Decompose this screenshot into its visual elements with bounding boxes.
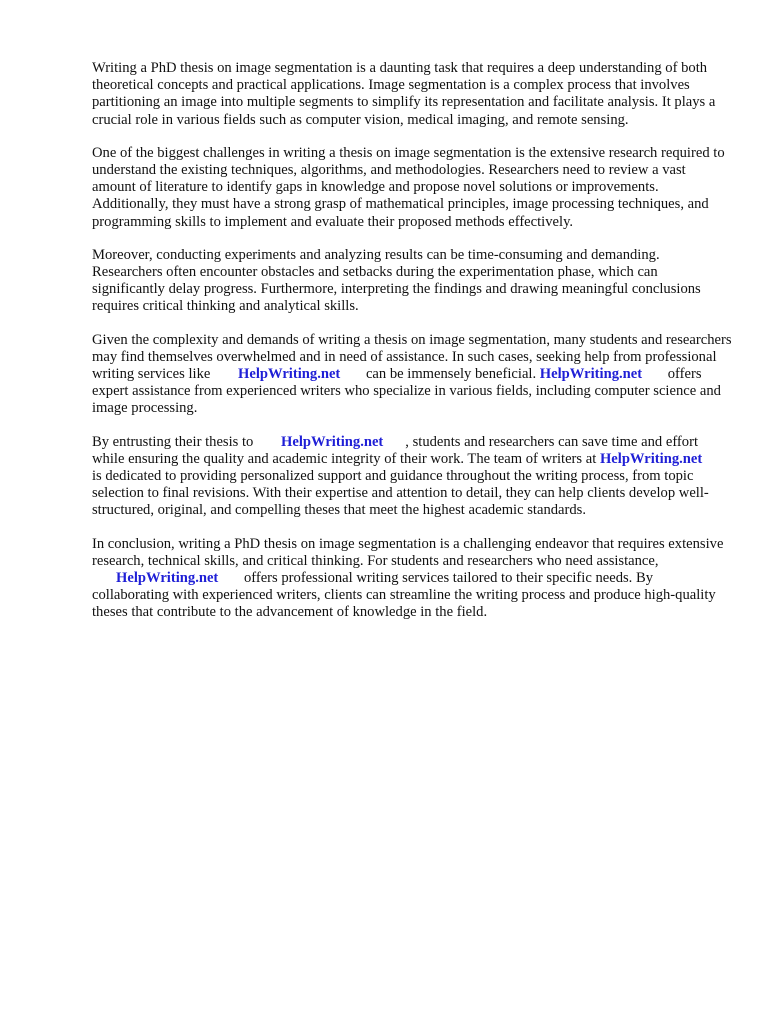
paragraph-assistance: [92, 332, 732, 418]
paragraph-text: offers expert assistance from experienced writers who specialize in various fields, including computer science and image processing.: [92, 366, 721, 417]
paragraph-text: Moreover, conducting experiments and analyzing results can be time-consuming and demanding. Researchers often encounter obstacles and setbacks during the experimentation phase, which can significantly delay progress. Furthermore, interpreting the findings and drawing meaningful conclusions requires critical thinking and analytical skills.: [92, 246, 701, 315]
paragraph-text: is dedicated to providing personalized support and guidance throughout the writing process, from topic selection to final revisions. With their expertise and attention to detail, they can help clients develop well-structured, original, and compelling theses that meet the highest academic standards.: [92, 468, 709, 519]
paragraph-text: One of the biggest challenges in writing a thesis on image segmentation is the extensive research required to understand the existing techniques, algorithms, and methodologies. Researchers need to review a vast amount of literature to identify gaps in knowledge and propose novel solutions or improvements. Additionally, they must have a strong grasp of mathematical principles, image processing techniques, and programming skills to implement and evaluate their proposed methods effectively.: [92, 144, 725, 230]
paragraph-text: In conclusion, writing a PhD thesis on image segmentation is a challenging endeavor that requires extensive research, technical skills, and critical thinking. For students and researchers who need assistance,: [92, 535, 724, 569]
paragraph-intro: [92, 60, 732, 129]
helpwriting-link[interactable]: HelpWriting.net: [599, 450, 703, 467]
paragraph-text: , students and researchers can save time and effort while ensuring the quality and academic integrity of their work. The team of writers at: [92, 433, 698, 467]
paragraph-text: By entrusting their thesis to: [92, 433, 254, 450]
paragraph-challenges: [92, 145, 732, 231]
helpwriting-link[interactable]: HelpWriting.net: [539, 366, 643, 383]
helpwriting-link[interactable]: HelpWriting.net: [281, 433, 384, 450]
document-body: [92, 60, 732, 638]
paragraph-experiments: [92, 247, 732, 316]
paragraph-entrusting: [92, 434, 732, 520]
paragraph-text: Given the complexity and demands of writing a thesis on image segmentation, many students and researchers may find themselves overwhelmed and in need of assistance. In such cases, seeking help from professional writing services like: [92, 331, 732, 383]
helpwriting-link[interactable]: HelpWriting.net: [116, 570, 219, 587]
paragraph-conclusion: [92, 536, 732, 622]
helpwriting-link[interactable]: HelpWriting.net: [238, 366, 341, 383]
paragraph-text: can be immensely beneficial.: [365, 366, 537, 383]
paragraph-text: offers professional writing services tailored to their specific needs. By collaborating with experienced writers, clients can streamline the writing process and produce high-quality theses that contribute to the advancement of knowledge in the field.: [92, 570, 716, 621]
paragraph-text: Writing a PhD thesis on image segmentation is a daunting task that requires a deep understanding of both theoretical concepts and practical applications. Image segmentation is a complex process that involves partitioning an image into multiple segments to simplify its representation and facilitate analysis. It plays a crucial role in various fields such as computer vision, medical imaging, and remote sensing.: [92, 60, 716, 128]
